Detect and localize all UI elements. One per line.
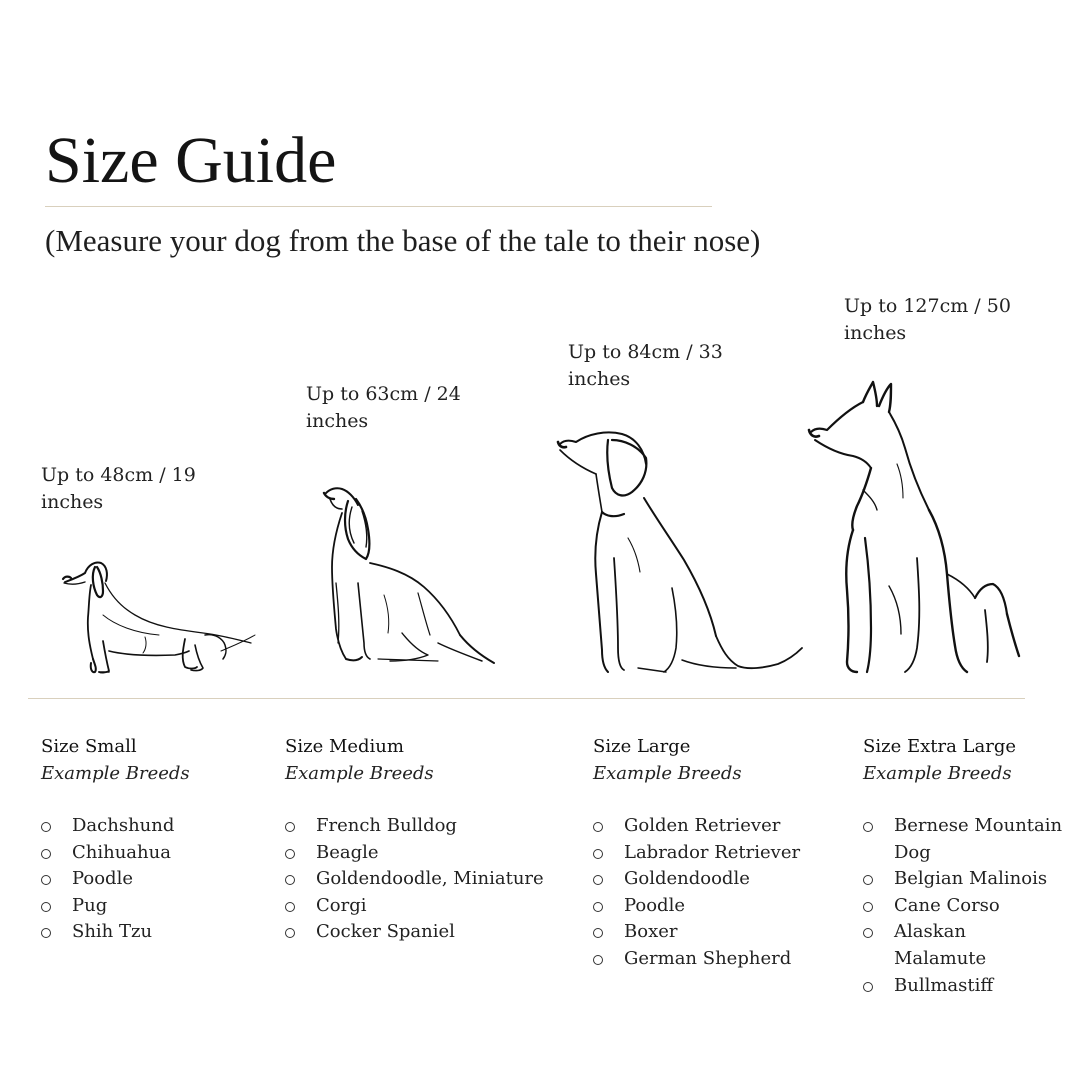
size-large-column bbox=[593, 733, 800, 973]
retriever-sketch-icon bbox=[552, 428, 807, 676]
size-small-subheading: Example Breeds bbox=[41, 763, 190, 784]
title-divider bbox=[45, 206, 712, 207]
size-small-column bbox=[41, 733, 190, 946]
circle-bullet-icon bbox=[41, 928, 51, 938]
list-item: Dachshund bbox=[41, 813, 190, 840]
list-item: Cane Corso bbox=[863, 893, 1063, 920]
size-extra-large-measure: Up to 127cm / 50 inches bbox=[844, 295, 1011, 344]
list-item: Bullmastiff bbox=[863, 973, 1063, 1000]
list-item: Corgi bbox=[285, 893, 544, 920]
size-extra-large-subheading: Example Breeds bbox=[863, 763, 1012, 784]
circle-bullet-icon bbox=[863, 875, 873, 885]
circle-bullet-icon bbox=[593, 955, 603, 965]
list-item: Bernese Mountain Dog bbox=[863, 813, 1063, 866]
list-item: Poodle bbox=[593, 893, 800, 920]
list-item: German Shepherd bbox=[593, 946, 800, 973]
circle-bullet-icon bbox=[863, 982, 873, 992]
circle-bullet-icon bbox=[863, 928, 873, 938]
size-small-measure: Up to 48cm / 19 inches bbox=[41, 464, 196, 513]
size-extra-large-column bbox=[863, 733, 1063, 999]
circle-bullet-icon bbox=[285, 875, 295, 885]
circle-bullet-icon bbox=[41, 849, 51, 859]
spaniel-sketch-icon bbox=[318, 483, 503, 673]
size-medium-column bbox=[285, 733, 544, 946]
list-item: Poodle bbox=[41, 866, 190, 893]
size-small-heading: Size Small bbox=[41, 736, 137, 757]
circle-bullet-icon bbox=[41, 875, 51, 885]
circle-bullet-icon bbox=[285, 902, 295, 912]
circle-bullet-icon bbox=[593, 822, 603, 832]
list-item: Cocker Spaniel bbox=[285, 919, 544, 946]
list-item: Belgian Malinois bbox=[863, 866, 1063, 893]
circle-bullet-icon bbox=[41, 902, 51, 912]
circle-bullet-icon bbox=[593, 849, 603, 859]
list-item: Shih Tzu bbox=[41, 919, 190, 946]
circle-bullet-icon bbox=[863, 822, 873, 832]
circle-bullet-icon bbox=[593, 928, 603, 938]
size-large-measure: Up to 84cm / 33 inches bbox=[568, 341, 723, 390]
list-item: Goldendoodle, Miniature bbox=[285, 866, 544, 893]
list-item: Goldendoodle bbox=[593, 866, 800, 893]
list-item: Golden Retriever bbox=[593, 813, 800, 840]
list-item: Pug bbox=[41, 893, 190, 920]
size-extra-large-breed-list bbox=[863, 813, 1063, 999]
page-title: Size Guide bbox=[45, 124, 337, 197]
circle-bullet-icon bbox=[285, 849, 295, 859]
size-medium-measure: Up to 63cm / 24 inches bbox=[306, 383, 461, 432]
size-large-heading: Size Large bbox=[593, 736, 691, 757]
dachshund-sketch-icon bbox=[55, 555, 260, 680]
size-medium-breed-list bbox=[285, 813, 544, 946]
circle-bullet-icon bbox=[41, 822, 51, 832]
circle-bullet-icon bbox=[863, 902, 873, 912]
size-medium-subheading: Example Breeds bbox=[285, 763, 434, 784]
circle-bullet-icon bbox=[285, 928, 295, 938]
size-extra-large-heading: Size Extra Large bbox=[863, 736, 1016, 757]
size-medium-heading: Size Medium bbox=[285, 736, 404, 757]
list-item: French Bulldog bbox=[285, 813, 544, 840]
size-small-breed-list bbox=[41, 813, 190, 946]
size-large-subheading: Example Breeds bbox=[593, 763, 742, 784]
circle-bullet-icon bbox=[593, 902, 603, 912]
list-item: Boxer bbox=[593, 919, 800, 946]
list-item: Beagle bbox=[285, 840, 544, 867]
list-item: Chihuahua bbox=[41, 840, 190, 867]
list-item: Labrador Retriever bbox=[593, 840, 800, 867]
great-dane-sketch-icon bbox=[805, 378, 1030, 676]
circle-bullet-icon bbox=[593, 875, 603, 885]
circle-bullet-icon bbox=[285, 822, 295, 832]
section-divider bbox=[28, 698, 1025, 699]
page-subtitle: (Measure your dog from the base of the tale to their nose) bbox=[45, 223, 761, 258]
size-large-breed-list bbox=[593, 813, 800, 973]
list-item: Alaskan Malamute bbox=[863, 919, 1063, 972]
